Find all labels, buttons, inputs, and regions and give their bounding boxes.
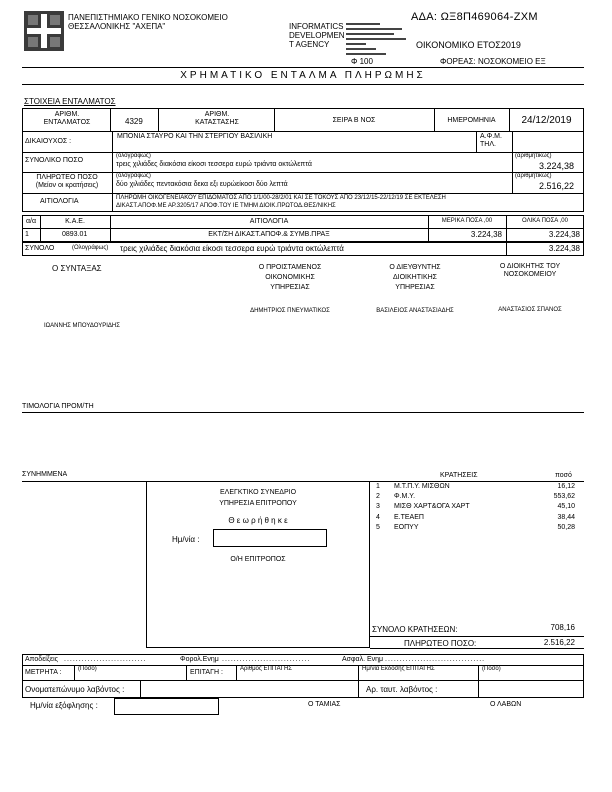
total-words: τρεις χιλιάδες διακόσια είκοσι τεσσερα ευρώ τριάντα οκτώλεπτά [116, 161, 312, 168]
date-paid-label: Ημ/νία εξόφλησης : [30, 701, 98, 710]
sum-words-caption: (Ολογράφως) [72, 245, 109, 251]
items-header-aa: α/α [25, 218, 37, 225]
total-label: ΣΥΝΟΛΙΚΟ ΠΟΣΟ [25, 157, 84, 164]
audit-seen: Θ ε ω ρ ή θ η κ ε [228, 516, 288, 525]
date-label: ΗΜΕΡΟΜΗΝΙΑ [447, 117, 496, 124]
foro-enim-dots: .............................. [222, 656, 311, 663]
payable-label: ΠΛΗΡΩΤΕΟ ΠΟΣΟ (Μείον οι κρατήσεις) [35, 174, 99, 189]
informatics-line1: INFORMATICS [289, 22, 344, 31]
composer-label: Ο ΣΥΝΤΑΞΑΣ [52, 264, 102, 273]
foro-enim-label: Φορολ.Ενημ [180, 656, 219, 663]
epitagi-amount-caption: (Ποσό) [482, 666, 501, 672]
asfal-enim-dots: .................................. [385, 656, 486, 663]
arith-entalm-label: ΑΡΙΘΜ. ΕΝΤΑΛΜΑΤΟΣ [43, 111, 91, 126]
governor-name: ΑΝΑΣΤΑΣΙΟΣ ΣΠΑΝΟΣ [498, 307, 562, 313]
composer-name: ΙΩΑΝΝΗΣ ΜΠΟΥΔΟΥΡΙΔΗΣ [44, 323, 120, 329]
lavon-label: Ο ΛΑΒΩΝ [490, 701, 522, 708]
aitiologia-line2: ΔΙΚΑΣΤ.ΑΠΟΦ.ΜΕ ΑΡ.3205/17 ΑΠΟΦ.ΤΟΥ ΙΕ ΤΜΗΜ ΔΙΟΙΚ.ΠΡΩΤΟΔ.ΘΕΣ/ΝΙΚΗΣ [116, 203, 336, 209]
item-description: ΕΚΤ/ΣΗ ΔΙΚΑΣΤ.ΑΠΟΦ.& ΣΥΜΒ.ΠΡΑΞ [208, 231, 330, 238]
deductions-header: ΚΡΑΤΗΣΕΙΣ [440, 472, 478, 479]
ada-code: ΑΔΑ: ΩΞ8Π469064-ΖΧΜ [411, 11, 538, 23]
deductions-total-value: 708,16 [550, 623, 575, 632]
item-aa: 1 [25, 231, 29, 238]
head-name: ΔΗΜΗΤΡΙΟΣ ΠΝΕΥΜΑΤΙΚΟΣ [250, 308, 330, 314]
deductions-payable-value: 2.516,22 [543, 638, 575, 647]
fiscal-year: ΟΙΚΟΝΟΜΙΚΟ ΕΤΟΣ2019 [416, 40, 521, 50]
audit-date-label: Ημ/νία : [172, 535, 200, 544]
item-kae: 0893.01 [62, 231, 88, 238]
hospital-name-line1: ΠΑΝΕΠΙΣΤΗΜΙΑΚΟ ΓΕΝΙΚΟ ΝΟΣΟΚΟΜΕΙΟ [68, 13, 228, 22]
epitagi-label: ΕΠΙΤΑΓΗ : [190, 669, 223, 676]
director-label: Ο ΔΙΕΥΘΥΝΤΗΣ ΔΙΟΙΚΗΤΙΚΗΣ ΥΠΗΡΕΣΙΑΣ [389, 264, 441, 291]
hospital-logo [24, 11, 64, 51]
beneficiary-value: ΜΠΟΝΙΑ ΣΤΑΥΡΟ ΚΑΙ ΤΗΝ ΣΤΕΡΓΙΟΥ ΒΑΣΙΛΙΚΗ [117, 133, 273, 140]
audit-commissioner: Ο/Η ΕΠΙΤΡΟΠΟΣ [230, 556, 286, 563]
payable-words-caption: (ολογράφως) [116, 173, 151, 179]
hospital-name-line2: ΘΕΣΣΑΛΟΝΙΚΗΣ "ΑΧΕΠΑ" [68, 22, 166, 31]
informatics-agency [289, 22, 345, 49]
total-digits-caption: (αριθμητικώς) [515, 153, 552, 159]
item-total: 3.224,38 [548, 230, 580, 239]
audit-line1: ΕΛΕΓΚΤΙΚΟ ΣΥΝΕΔΡΙΟ [219, 489, 297, 496]
informatics-line3: T AGENCY [289, 40, 330, 49]
payable-digits-caption: (αριθμητικώς) [515, 173, 552, 179]
payable-words: δύο χιλιάδες πεντακόσια δεκα εξι ευρώείκοσι δύο λεπτά [116, 181, 288, 188]
metrita-label: ΜΕΤΡΗΤΑ : [25, 669, 62, 676]
audit-line2: ΥΠΗΡΕΣΙΑ ΕΠΙΤΡΟΠΟΥ [219, 500, 297, 507]
audit-date-field[interactable] [213, 529, 327, 547]
items-header-kae: Κ.Α.Ε. [65, 218, 85, 225]
beneficiary-label: ΔΙΚΑΙΟΥΧΟΣ : [25, 138, 72, 145]
apodeixeis-label: Αποδείξεις [25, 656, 59, 663]
director-name: ΒΑΣΙΛΕΙΟΣ ΑΝΑΣΤΑΣΙΑΔΗΣ [376, 308, 454, 314]
governor-label: Ο ΔΙΟΙΚΗΤΗΣ ΤΟΥ ΝΟΣΟΚΟΜΕΙΟΥ [499, 263, 561, 278]
arith-entalm-value: 4329 [125, 117, 143, 126]
deductions-total-label: ΣΥΝΟΛΟ ΚΡΑΤΗΣΕΩΝ: [372, 625, 458, 634]
total-words-caption: (ολογράφως) [116, 153, 151, 159]
sum-label: ΣΥΝΟΛΟ [25, 245, 55, 252]
item-partial: 3.224,38 [470, 230, 502, 239]
asfal-enim-label: Ασφαλ. Ενημ [342, 656, 384, 663]
foreas: ΦΟΡΕΑΣ: ΝΟΣΟΚΟΜΕΙΟ ΕΞ [440, 57, 546, 66]
epitagi-date-caption: Ημ/νία Εκδόσης ΕΠΙΤΑΓΗΣ [362, 666, 435, 672]
items-header-aitiologia: ΑΙΤΙΟΛΟΓΙΑ [249, 218, 289, 225]
attachments-label: ΣΥΝΗΜΜΕΝΑ [22, 471, 68, 478]
ar-taut-label: Αρ. ταυτ. λαβόντος : [366, 685, 438, 694]
onomateponymo-label: Ονοματεπώνυμο λαβόντος : [25, 685, 125, 694]
digital-signature-stamp [346, 22, 410, 56]
tamias-label: Ο ΤΑΜΙΑΣ [308, 701, 341, 708]
apodeixeis-dots: ............................ [64, 656, 147, 663]
head-label: Ο ΠΡΟΙΣΤΑΜΕΝΟΣ ΟΙΚΟΝΟΜΙΚΗΣ ΥΠΗΡΕΣΙΑΣ [258, 264, 322, 291]
total-digits: 3.224,38 [538, 161, 574, 171]
payable-digits: 2.516,22 [538, 181, 574, 191]
deductions-payable-label: ΠΛΗΡΩΤΕΟ ΠΟΣΟ: [404, 639, 477, 648]
document-title: ΧΡΗΜΑΤΙΚΟ ΕΝΤΑΛΜΑ ΠΛΗΡΩΜΗΣ [180, 70, 426, 81]
afm-label: Α.Φ.Μ. ΤΗΛ. [480, 133, 502, 148]
sum-digits: 3.224,38 [548, 244, 580, 253]
aitiologia-line1: ΠΛΗΡΩΜΗ ΟΙΚΟΓΕΝΕΙΑΚΟΥ ΕΠΙΔΟΜΑΤΟΣ ΑΠΟ 1/1/00-28/2/01 ΚΑΙ ΣΕ ΤΟΚΟΥΣ ΑΠΟ 23/12/15-22/12/19 ΣΕ ΕΚΤΕΛΕΣΗ [116, 195, 446, 201]
invoicing-label: ΤΙΜΟΛΟΓΙΑ ΠΡΟΜ/ΤΗ [22, 403, 94, 410]
seira-label: ΣΕΙΡΑ Β ΝΟΣ [332, 117, 376, 124]
phi-code: Φ 100 [351, 57, 373, 66]
aitiologia-label: ΑΙΤΙΟΛΟΓΙΑ [40, 198, 79, 205]
epitagi-number-caption: Αριθμός ΕΠΙΤΑΓΗΣ [240, 666, 293, 672]
informatics-line2: DEVELOPMEN [289, 31, 345, 40]
section-title: ΣΤΟΙΧΕΙΑ ΕΝΤΑΛΜΑΤΟΣ [24, 97, 116, 106]
metrita-amount-caption: (Ποσό) [78, 666, 97, 672]
date-value: 24/12/2019 [521, 115, 572, 126]
deductions-amount-header: ποσό [555, 472, 572, 479]
date-paid-field[interactable] [114, 698, 219, 715]
arith-katast-label: ΑΡΙΘΜ. ΚΑΤΑΣΤΑΣΗΣ [195, 111, 239, 126]
items-header-partial: ΜΕΡΙΚΑ ΠΟΣΑ ,00 [441, 218, 493, 224]
items-header-total: ΟΛΙΚΑ ΠΟΣΑ ,00 [522, 218, 568, 224]
sum-words: τρεις χιλιάδες διακόσια είκοσι τεσσερα ευρώ τριάντα οκτώλεπτά [120, 244, 344, 253]
